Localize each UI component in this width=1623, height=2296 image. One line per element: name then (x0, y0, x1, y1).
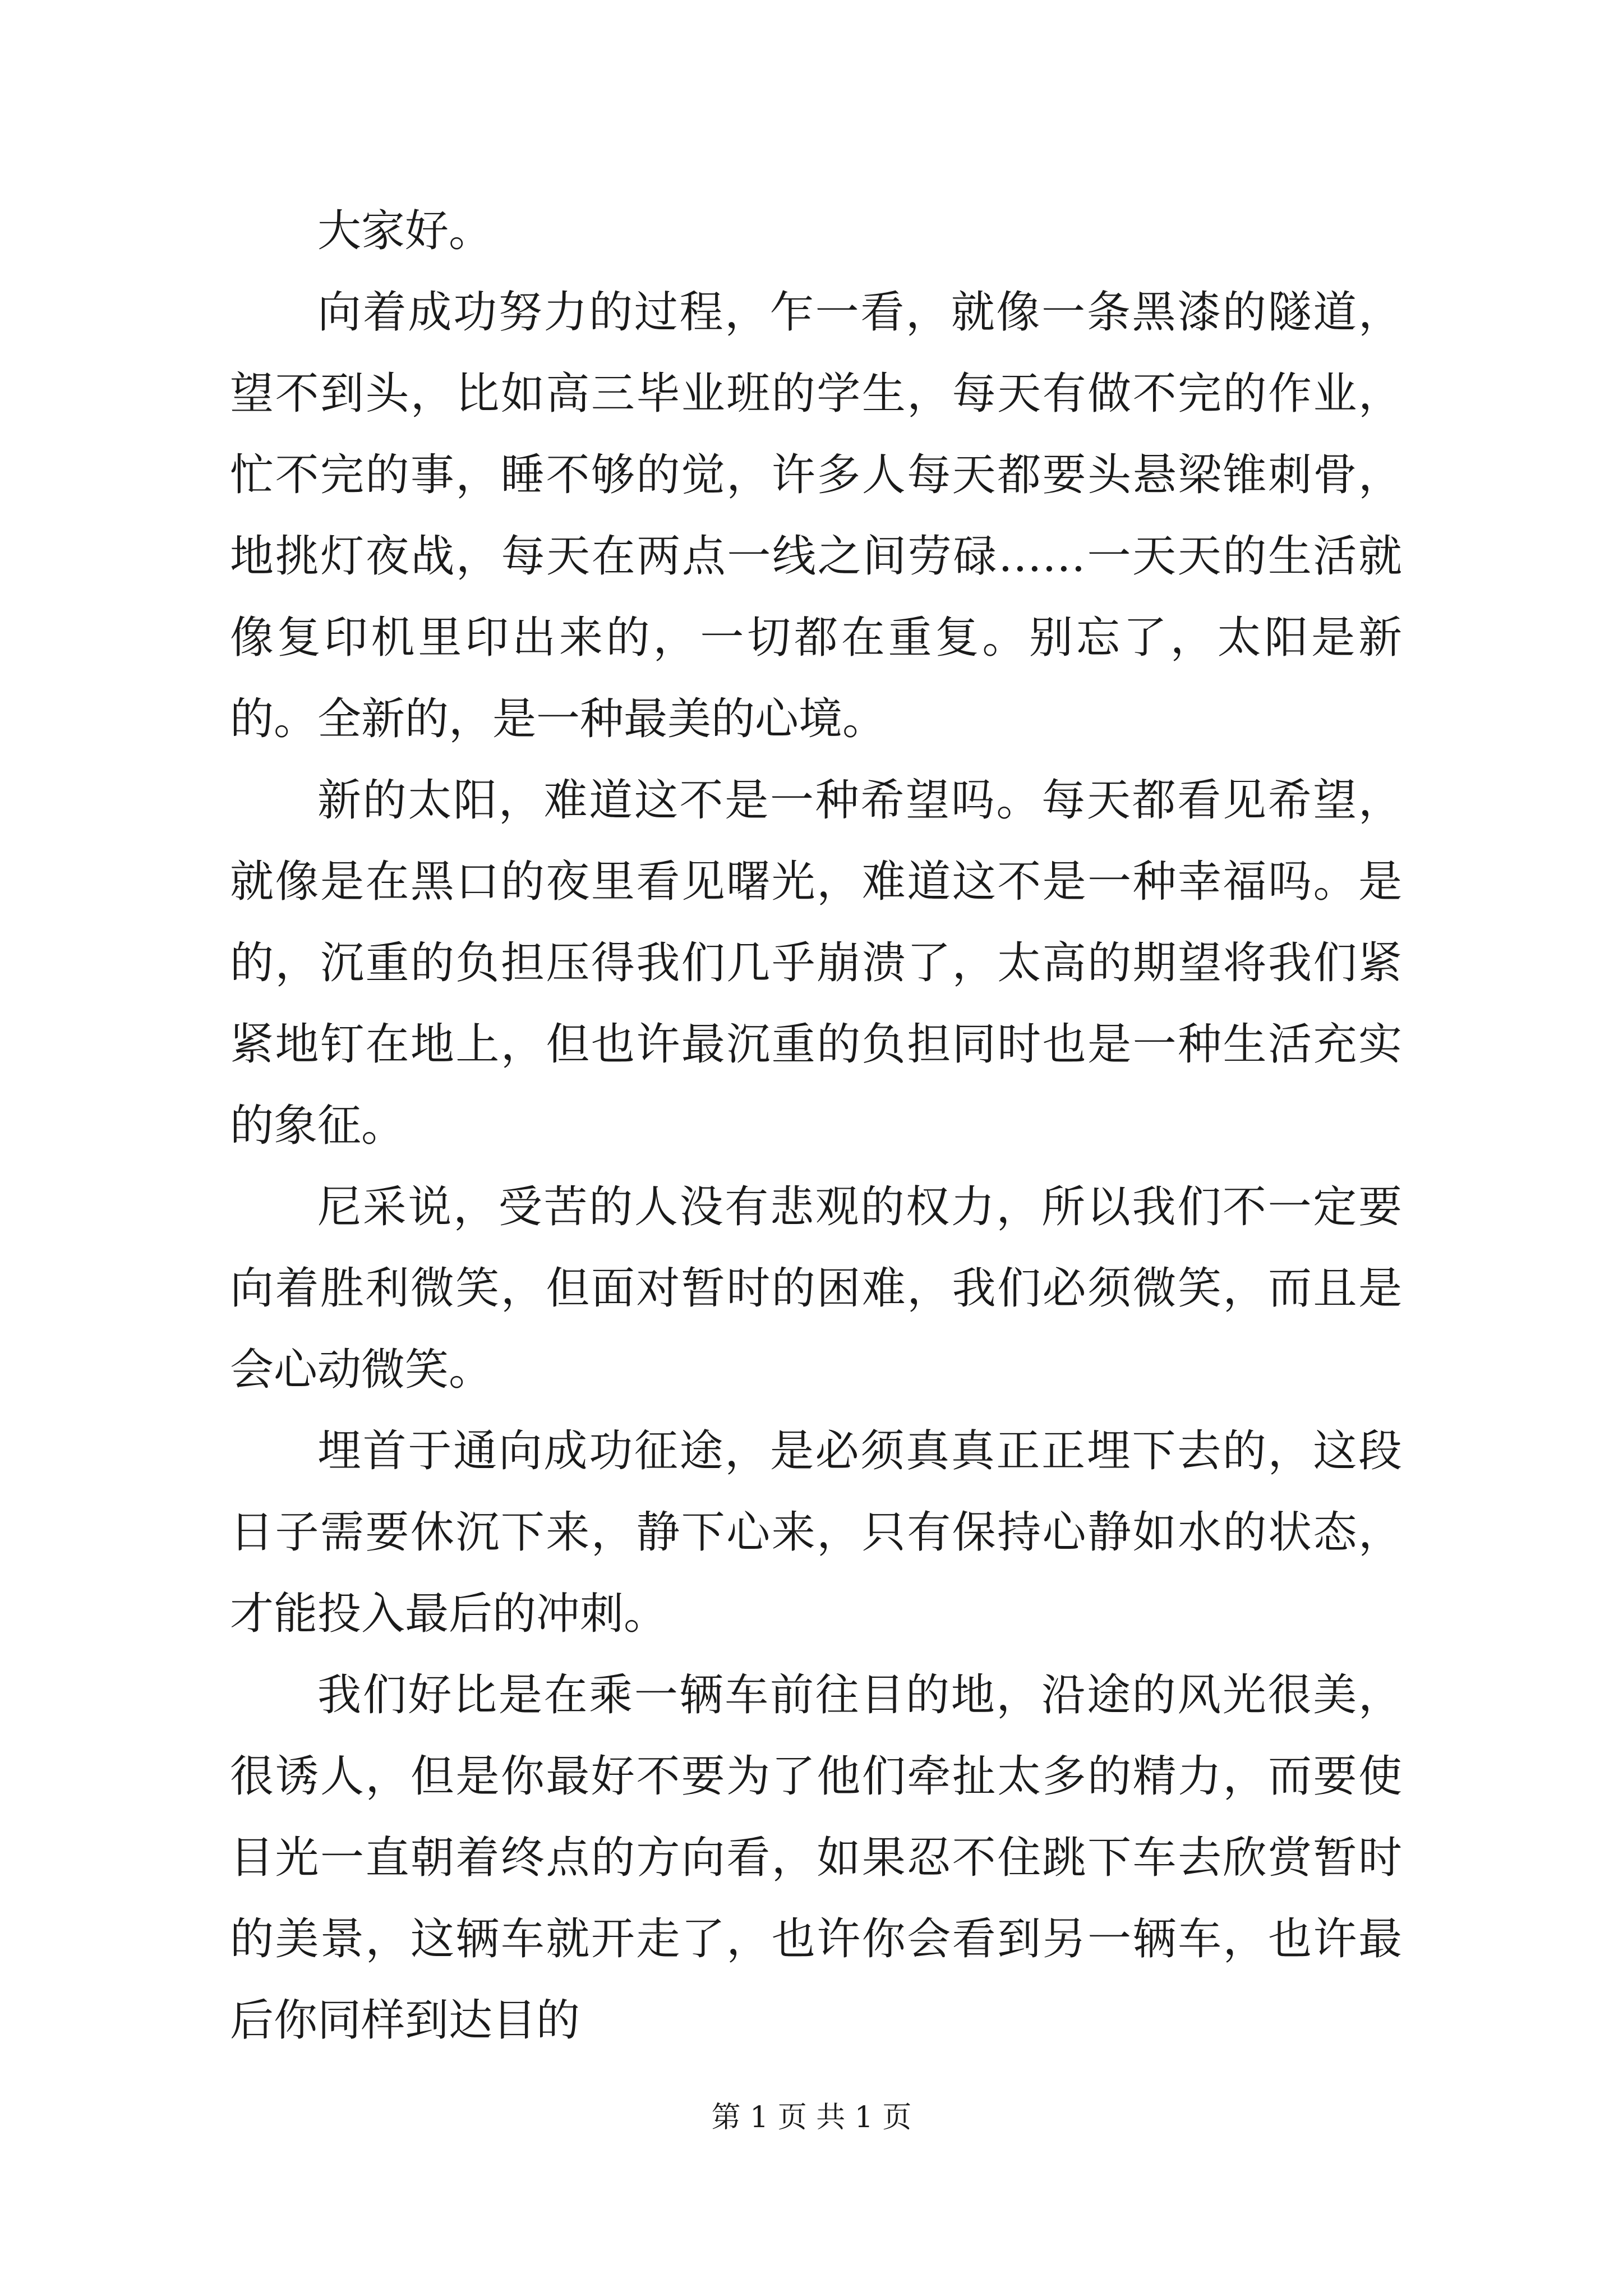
page-footer: 第 1 页 共 1 页 (711, 2101, 912, 2134)
paragraph-greeting: 大家好。 (317, 206, 493, 256)
paragraph-new-sun: 新的太阳，难道这不是一种希望吗。每天都看见希望，就像是在黑口的夜里看见曙光，难道这不是一种幸福吗。是的，沉重的负担压得我们几乎崩溃了，太高的期望将我们紧紧地钉在地上，但也许最沉重的负担同时也是一种生活充实的象征。 (230, 775, 1402, 1151)
paragraph-nietzsche: 尼采说，受苦的人没有悲观的权力，所以我们不一定要向着胜利微笑，但面对暂时的困难，我们必须微笑，而且是会心动微笑。 (230, 1182, 1402, 1395)
paragraph-bury-head: 埋首于通向成功征途，是必须真真正正埋下去的，这段日子需要休沉下来，静下心来，只有保持心静如水的状态，才能投入最后的冲刺。 (230, 1426, 1402, 1639)
paragraph-car-journey: 我们好比是在乘一辆车前往目的地，沿途的风光很美，很诱人，但是你最好不要为了他们牵扯太多的精力，而要使目光一直朝着终点的方向看，如果忍不住跳下车去欣赏暂时的美景，这辆车就开走了，也许你会看到另一辆车，也许最后你同样到达目的 (230, 1670, 1402, 2046)
paragraph-tunnel: 向着成功努力的过程，乍一看，就像一条黑漆的隧道，望不到头，比如高三毕业班的学生，每天有做不完的作业，忙不完的事，睡不够的觉，许多人每天都要头悬梁锥刺骨，地挑灯夜战，每天在两点一线之间劳碌……一天天的生活就像复印机里印出来的，一切都在重复。别忘了，太阳是新的。全新的，是一种最美的心境。 (230, 287, 1402, 744)
document-body (230, 191, 1402, 2062)
